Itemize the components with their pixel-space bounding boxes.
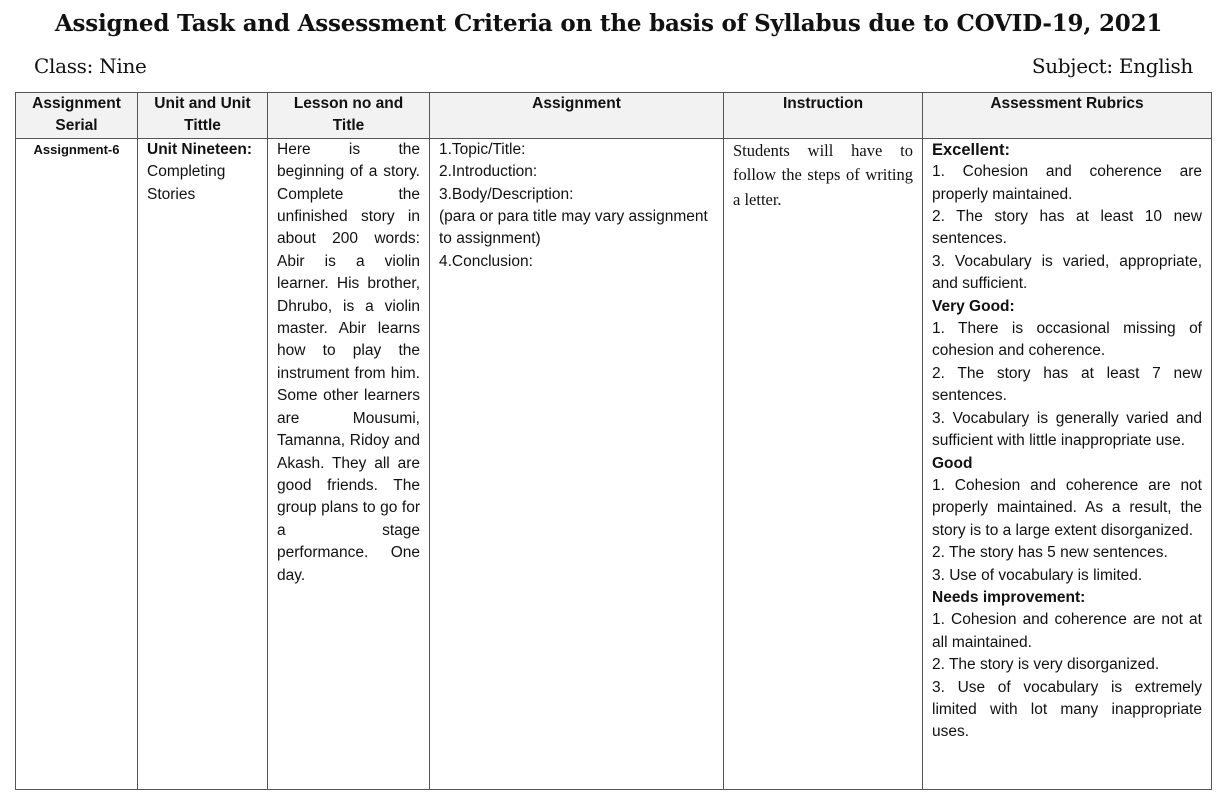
column-header: Assessment Rubrics (923, 93, 1212, 139)
column-header: Assignment (430, 93, 724, 139)
column-header: Unit and Unit Tittle (138, 93, 268, 139)
rubric-item: 3. Vocabulary is generally varied and sufficient with little inappropriate use. (932, 409, 1202, 450)
column-header: Instruction (724, 93, 923, 139)
table-row (16, 138, 1212, 789)
rubric-level: Needs improvement: (932, 588, 1086, 606)
instruction-cell: Students will have to follow the steps of writing a letter. (724, 138, 923, 789)
assignment-serial-cell: Assignment-6 (16, 138, 138, 789)
assignment-item: 4.Conclusion: (439, 252, 533, 270)
rubric-item: 1. Cohesion and coherence are not at all maintained. (932, 611, 1202, 651)
rubrics-cell (923, 138, 1212, 789)
class-label: Class: Nine (34, 54, 147, 78)
assignment-item: 1.Topic/Title: (439, 140, 526, 158)
assignment-item: (para or para title may vary assignment to assignment) (439, 208, 708, 248)
rubric-item: 1. There is occasional missing of cohesion and coherence. (932, 320, 1202, 360)
rubric-level: Good (932, 454, 973, 472)
assignment-item: 2.Introduction: (439, 163, 538, 181)
column-header: Assignment Serial (16, 93, 138, 139)
assignment-cell (430, 138, 724, 789)
unit-title: Completing Stories (147, 163, 226, 203)
rubric-item: 2. The story has at least 10 new sentences. (932, 208, 1202, 248)
rubric-level: Very Good: (932, 297, 1015, 315)
rubric-item: 2. The story has 5 new sentences. (932, 544, 1168, 562)
rubric-item: 3. Use of vocabulary is limited. (932, 566, 1143, 584)
column-header: Lesson no and Title (268, 93, 430, 139)
rubric-level: Excellent: (932, 140, 1010, 159)
unit-name: Unit Nineteen: (147, 140, 253, 158)
rubric-item: 1. Cohesion and coherence are properly maintained. (932, 163, 1202, 203)
assignment-item: 3.Body/Description: (439, 185, 574, 203)
rubric-item: 1. Cohesion and coherence are not properly maintained. As a result, the story is to a large extent disorganized. (932, 476, 1202, 539)
rubric-item: 2. The story is very disorganized. (932, 656, 1160, 674)
rubric-item: 2. The story has at least 7 new sentences. (932, 364, 1202, 405)
page-title: Assigned Task and Assessment Criteria on the basis of Syllabus due to COVID-19, 2021 (54, 10, 1163, 37)
subject-label: Subject: English (1031, 54, 1193, 78)
lesson-cell: Here is the beginning of a story. Complete the unfinished story in about 200 words: Abir is a violin learner. His brother, Dhrubo, is a violin master. Abir learns how to play the instrument from him. Some other learners are Mousumi, Tamanna, Ridoy and Akash. They all are good friends. The group plans to go for a stage performance. One day. (268, 138, 430, 789)
rubric-item: 3. Vocabulary is varied, appropriate, and sufficient. (932, 252, 1202, 293)
rubric-item: 3. Use of vocabulary is extremely limited with lot many inappropriate uses. (932, 678, 1202, 741)
unit-cell (138, 138, 268, 789)
table-header-row (16, 93, 1212, 139)
assignment-table (15, 92, 1212, 790)
